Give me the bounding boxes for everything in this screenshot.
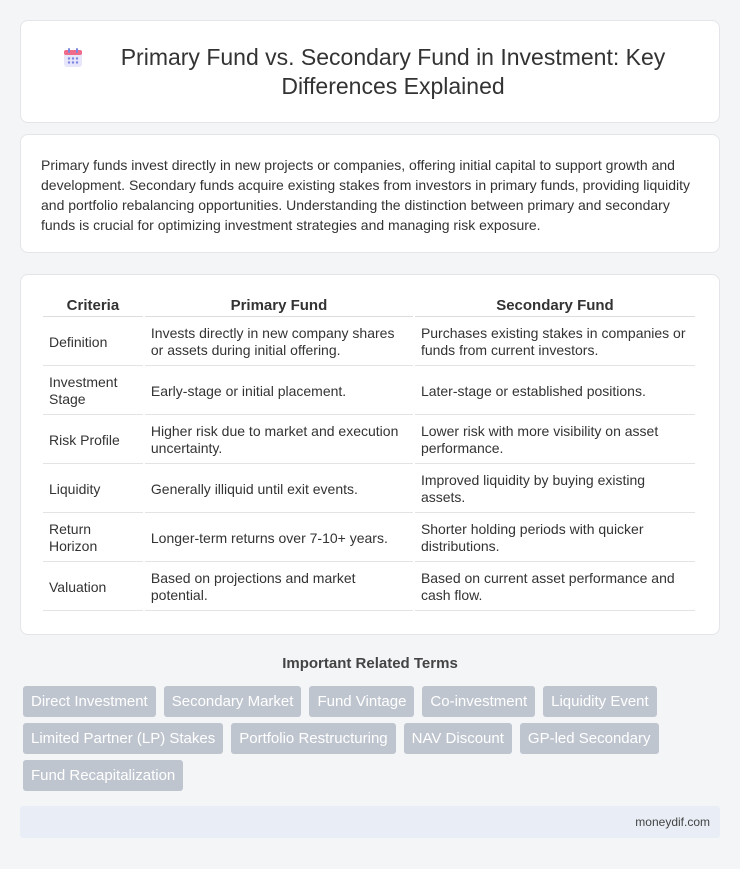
related-term-tag[interactable]: Liquidity Event [543, 686, 657, 717]
secondary-cell: Purchases existing stakes in companies or funds from current investors. [415, 319, 695, 366]
related-term-tag[interactable]: Fund Recapitalization [23, 760, 183, 791]
header-secondary-fund: Secondary Fund [415, 295, 695, 317]
primary-cell: Invests directly in new company shares or assets during initial offering. [145, 319, 413, 366]
comparison-card [20, 274, 720, 635]
related-term-tag[interactable]: NAV Discount [404, 723, 512, 754]
title-wrap [21, 21, 719, 122]
table-row [43, 368, 695, 415]
secondary-cell: Later-stage or established positions. [415, 368, 695, 415]
criteria-cell: Return Horizon [43, 515, 143, 562]
primary-cell: Generally illiquid until exit events. [145, 466, 413, 513]
related-terms-list [20, 686, 720, 797]
related-term-tag[interactable]: Secondary Market [164, 686, 302, 717]
primary-cell: Higher risk due to market and execution uncertainty. [145, 417, 413, 464]
page-title: Primary Fund vs. Secondary Fund in Investment: Key Differences Explained [120, 43, 666, 99]
table-row [43, 564, 695, 611]
calendar-icon [61, 46, 85, 70]
footer [20, 806, 720, 838]
related-term-tag[interactable]: GP-led Secondary [520, 723, 659, 754]
related-term-tag[interactable]: Co-investment [422, 686, 535, 717]
criteria-cell: Investment Stage [43, 368, 143, 415]
criteria-cell: Valuation [43, 564, 143, 611]
table-row [43, 515, 695, 562]
intro-card [20, 134, 720, 253]
primary-cell: Early-stage or initial placement. [145, 368, 413, 415]
intro-paragraph: Primary funds invest directly in new projects or companies, offering initial capital to support growth and development. Secondary funds acquire existing stakes from investors in primary funds, providing liquidity and portfolio rebalancing opportunities. Understanding the distinction between primary and secondary funds is crucial for optimizing investment strategies and managing risk exposure. [41, 157, 690, 233]
criteria-cell: Liquidity [43, 466, 143, 513]
footer-site-link[interactable]: moneydif.com [635, 815, 710, 829]
related-term-tag[interactable]: Fund Vintage [309, 686, 414, 717]
related-term-tag[interactable]: Direct Investment [23, 686, 156, 717]
table-row [43, 466, 695, 513]
primary-cell: Longer-term returns over 7-10+ years. [145, 515, 413, 562]
table-header-row [43, 295, 695, 317]
primary-cell: Based on projections and market potential. [145, 564, 413, 611]
secondary-cell: Based on current asset performance and cash flow. [415, 564, 695, 611]
secondary-cell: Lower risk with more visibility on asset performance. [415, 417, 695, 464]
comparison-table [41, 293, 697, 613]
related-term-tag[interactable]: Limited Partner (LP) Stakes [23, 723, 223, 754]
table-row [43, 319, 695, 366]
related-terms-heading: Important Related Terms [282, 655, 458, 672]
criteria-cell: Definition [43, 319, 143, 366]
criteria-cell: Risk Profile [43, 417, 143, 464]
secondary-cell: Shorter holding periods with quicker distributions. [415, 515, 695, 562]
header-primary-fund: Primary Fund [145, 295, 413, 317]
title-card [20, 20, 720, 123]
secondary-cell: Improved liquidity by buying existing assets. [415, 466, 695, 513]
header-criteria: Criteria [43, 295, 143, 317]
related-term-tag[interactable]: Portfolio Restructuring [231, 723, 395, 754]
table-row [43, 417, 695, 464]
